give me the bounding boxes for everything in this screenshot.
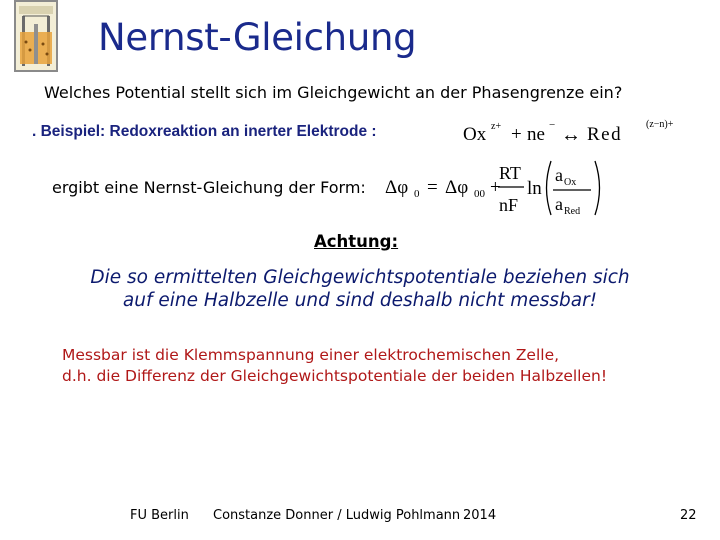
warning-line: Die so ermittelten Gleichgewichtspotentiale beziehen sich xyxy=(90,267,630,288)
page-title: Nernst-Gleichung xyxy=(98,16,417,59)
reaction-electron: ne xyxy=(527,124,545,145)
reaction-red: Red xyxy=(587,124,623,145)
question-text: Welches Potential stellt sich im Gleichgewicht an der Phasengrenze ein? xyxy=(44,83,623,102)
eq-lhs: Δφ xyxy=(385,177,409,198)
measurable-note xyxy=(62,345,607,387)
eq-a-red: a xyxy=(555,194,563,214)
eq-frac-num: RT xyxy=(499,163,521,183)
eq-lhs-sub: 0 xyxy=(414,188,420,200)
attention-heading: Achtung: xyxy=(314,232,399,251)
measurable-line: d.h. die Differenz der Gleichgewichtspotentiale der beiden Halbzellen! xyxy=(62,367,608,385)
warning-text xyxy=(66,266,654,312)
reaction-plus: + xyxy=(511,124,522,145)
warning-line: auf eine Halbzelle und sind deshalb nicht messbar! xyxy=(122,290,598,311)
reaction-red-charge: (z−n)+ xyxy=(646,119,674,130)
eq-ln: ln xyxy=(527,178,542,199)
footer-year: 2014 xyxy=(463,508,497,523)
footer-authors: Constanze Donner / Ludwig Pohlmann xyxy=(213,508,461,523)
reaction-ox-charge: z+ xyxy=(491,121,502,132)
eq-rhs-sub: 00 xyxy=(474,188,485,200)
eq-a-red-sub: Red xyxy=(564,206,581,217)
cell-logo-graphic xyxy=(16,2,56,70)
example-label: . Beispiel: Redoxreaktion an inerter Elektrode : xyxy=(32,123,377,140)
nernst-equation xyxy=(383,156,608,220)
eq-plus: + xyxy=(490,177,501,198)
eq-frac-den: nF xyxy=(499,195,519,215)
equation-leadin: ergibt eine Nernst-Gleichung der Form: xyxy=(52,178,366,197)
reaction-arrow: ↔ xyxy=(561,124,581,146)
cell-logo-icon xyxy=(14,0,58,72)
eq-right-paren xyxy=(595,161,600,215)
eq-rhs: Δφ xyxy=(445,177,469,198)
measurable-line: Messbar ist die Klemmspannung einer elektrochemischen Zelle, xyxy=(62,346,560,364)
eq-a-ox: a xyxy=(555,165,563,185)
footer-institution: FU Berlin xyxy=(130,508,189,523)
reaction-ox: Ox xyxy=(463,124,487,145)
page-number: 22 xyxy=(680,508,697,523)
redox-reaction-equation xyxy=(463,116,691,148)
reaction-electron-charge: − xyxy=(549,119,556,131)
eq-equals: = xyxy=(427,177,438,198)
eq-left-paren xyxy=(547,161,552,215)
eq-a-ox-sub: Ox xyxy=(564,177,577,188)
